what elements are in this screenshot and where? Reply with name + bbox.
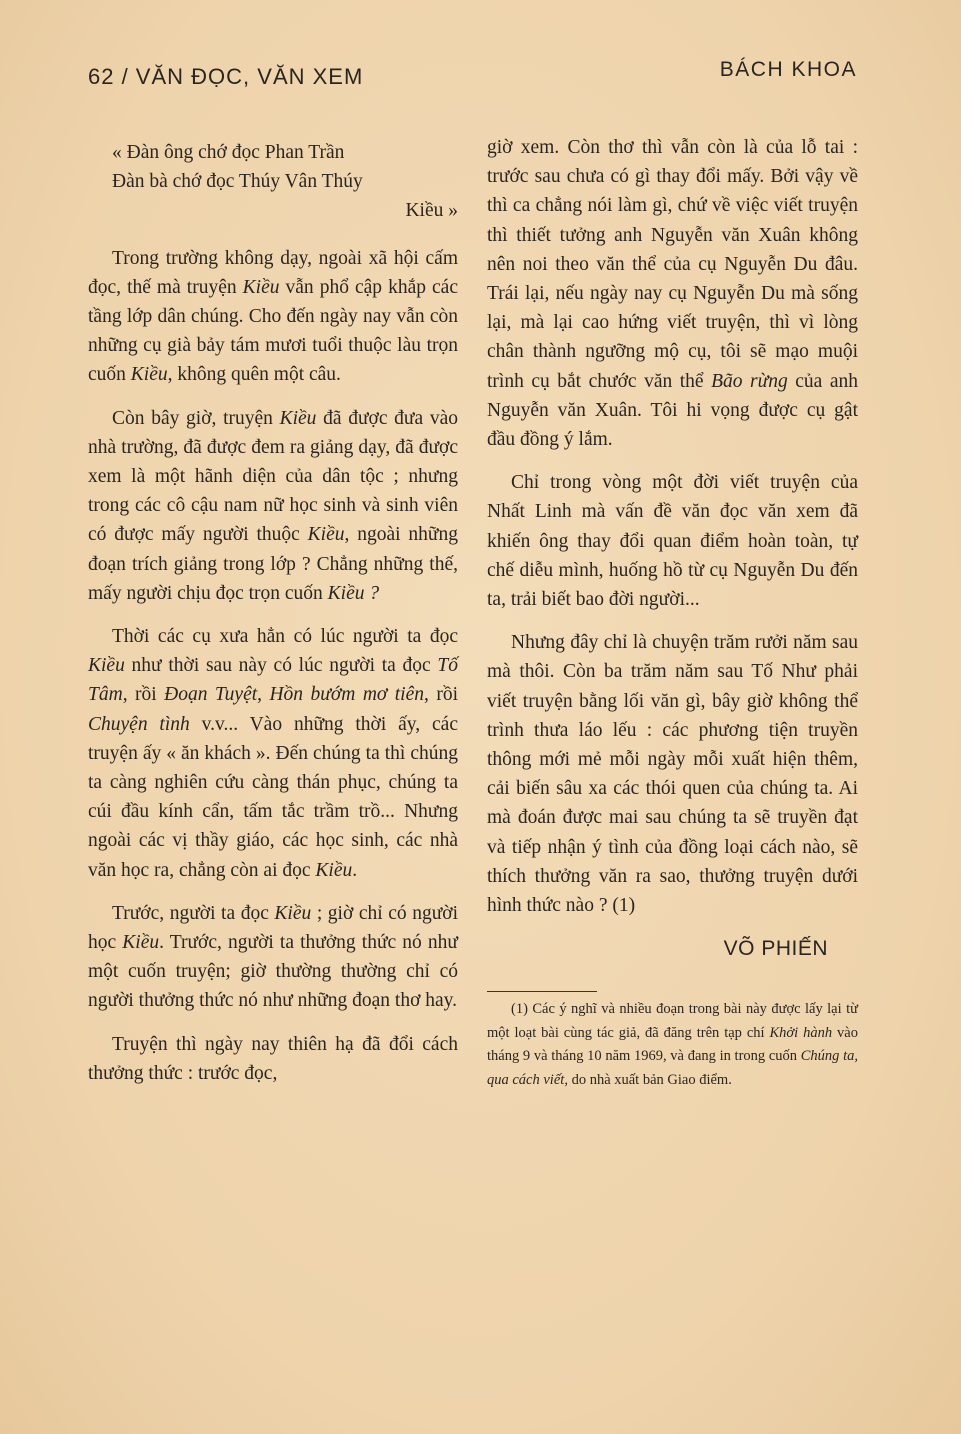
- quote-line: Đàn bà chớ đọc Thúy Vân Thúy: [112, 171, 363, 193]
- author-signature: VÕ PHIẾN: [723, 937, 828, 961]
- opening-quote: [88, 138, 458, 226]
- footnote: (1) Các ý nghĩ và nhiều đoạn trong bài này được lấy lại từ một loạt bài cùng tác giả, đã đăng trên tạp chí Khởi hành vào tháng 9 và tháng 10 năm 1969, và đang in trong cuốn Chúng ta, qua cách viết, do nhà xuất bản Giao điểm.: [487, 1001, 859, 1088]
- paragraph: giờ xem. Còn thơ thì vẫn còn là của lỗ tai : trước sau chưa có gì thay đổi mấy. Bởi vậy về thì ca chẳng nói làm gì, chứ về việc viết truyện thì thiết tưởng anh Nguyễn văn Xuân không nên noi theo văn thể của cụ Nguyễn Du đâu. Trái lại, nếu ngày nay cụ Nguyễn Du mà sống lại, mà lại cao hứng viết truyện, thì vì lòng chân thành ngưỡng mộ cụ, tôi sẽ mạo muội trình cụ bắt chước văn thể Bão rừng của anh Nguyễn văn Xuân. Tôi hi vọng được cụ gật đầu đồng ý lắm.: [487, 137, 858, 451]
- paragraph: Trong trường không dạy, ngoài xã hội cấm đọc, thế mà truyện Kiều vẫn phổ cập khắp các tầng lớp dân chúng. Cho đến ngày nay vẫn còn những cụ già bảy tám mươi tuổi thuộc làu trọn cuốn Kiều, không quên một câu.: [88, 247, 458, 386]
- footnote-divider: [487, 991, 597, 992]
- left-column: [88, 138, 458, 1102]
- paragraph: Chỉ trong vòng một đời viết truyện của Nhất Linh mà vấn đề văn đọc văn xem đã khiến ông thay đổi quan điểm hoàn toàn, tự chế diễu mình, huống hồ từ cụ Nguyễn Du đến ta, trải biết bao đời người...: [487, 472, 858, 611]
- right-column: [487, 133, 858, 1106]
- paragraph: Trước, người ta đọc Kiều ; giờ chỉ có người học Kiều. Trước, người ta thưởng thức nó như một cuốn truyện; giờ thường thường chỉ có người thưởng thức nó như những đoạn thơ hay.: [88, 902, 458, 1012]
- page-header-right: BÁCH KHOA: [719, 58, 857, 81]
- quote-line: « Đàn ông chớ đọc Phan Trần: [112, 142, 345, 163]
- paragraph: Nhưng đây chỉ là chuyện trăm rưởi năm sau mà thôi. Còn ba trăm năm sau Tố Như phải viết truyện bằng lối văn gì, bây giờ không thể trình thưa láo lếu : các phương tiện truyền thông mới mẻ mỗi ngày mỗi xuất hiện thêm, cải biến sâu xa các thói quen của chúng ta. Ai mà đoán được mai sau chúng ta sẽ truyền đạt và tiếp nhận ý tình của đồng loại cách nào, sẽ thích thưởng văn ra sao, thưởng truyện dưới hình thức nào ? (1): [487, 632, 858, 917]
- quote-line: Kiều »: [405, 200, 458, 222]
- paragraph: Còn bây giờ, truyện Kiều đã được đưa vào nhà trường, đã được đem ra giảng dạy, đã được xem là một hãnh diện của dân tộc ; nhưng trong các cô cậu nam nữ học sinh và sinh viên có được mấy người thuộc Kiều, ngoài những đoạn trích giảng trong lớp ? Chẳng những thế, mấy người chịu đọc trọn cuốn Kiều ?: [88, 407, 458, 604]
- page-header-left: 62 / VĂN ĐỌC, VĂN XEM: [88, 64, 364, 89]
- paragraph: Truyện thì ngày nay thiên hạ đã đổi cách thưởng thức : trước đọc,: [88, 1033, 458, 1084]
- paragraph: Thời các cụ xưa hẳn có lúc người ta đọc Kiều như thời sau này có lúc người ta đọc Tố Tâm, rồi Đoạn Tuyệt, Hồn bướm mơ tiên, rồi Chuyện tình v.v... Vào những thời ấy, các truyện ấy « ăn khách ». Đến chúng ta thì chúng ta càng nghiên cứu càng thán phục, chúng ta cúi đầu kính cẩn, tấm tắc trầm trồ... Nhưng ngoài các vị thầy giáo, các học sinh, các nhà văn học ra, chẳng còn ai đọc Kiều.: [88, 626, 458, 881]
